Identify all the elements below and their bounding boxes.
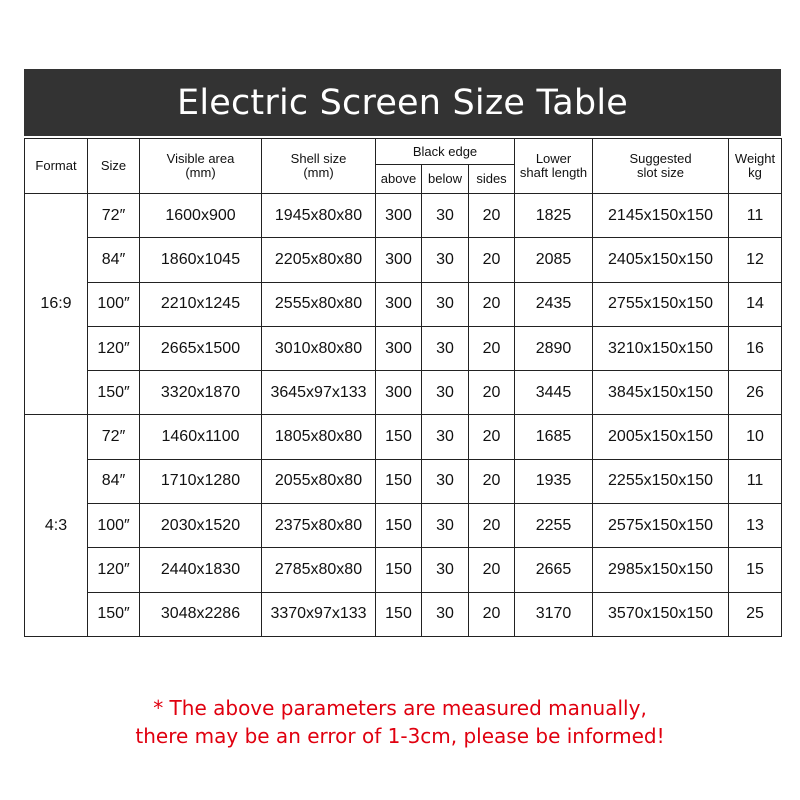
header-format: Format — [25, 139, 88, 194]
visible-area-cell: 2665x1500 — [140, 326, 262, 370]
shell-size-cell: 1945x80x80 — [262, 194, 376, 238]
table-row — [25, 194, 782, 238]
sides-cell: 20 — [469, 504, 515, 548]
table-row — [25, 459, 782, 503]
visible-area-cell: 2440x1830 — [140, 548, 262, 592]
visible-area-cell: 1460x1100 — [140, 415, 262, 459]
header-black-edge: Black edge — [376, 139, 515, 165]
table-row — [25, 504, 782, 548]
header-below: below — [422, 165, 469, 194]
shell-size-cell: 2785x80x80 — [262, 548, 376, 592]
format-cell: 4:3 — [25, 415, 88, 636]
visible-area-cell: 1860x1045 — [140, 238, 262, 282]
visible-area-cell: 2030x1520 — [140, 504, 262, 548]
below-cell: 30 — [422, 326, 469, 370]
below-cell: 30 — [422, 238, 469, 282]
slot-size-cell: 2755x150x150 — [593, 282, 729, 326]
size-cell: 84″ — [88, 238, 140, 282]
table-row — [25, 282, 782, 326]
size-cell: 150″ — [88, 592, 140, 636]
sides-cell: 20 — [469, 326, 515, 370]
weight-cell: 25 — [729, 592, 782, 636]
weight-cell: 16 — [729, 326, 782, 370]
sides-cell: 20 — [469, 415, 515, 459]
header-above: above — [376, 165, 422, 194]
below-cell: 30 — [422, 548, 469, 592]
header-weight — [729, 139, 782, 194]
below-cell: 30 — [422, 415, 469, 459]
format-cell: 16:9 — [25, 194, 88, 415]
slot-size-cell: 2575x150x150 — [593, 504, 729, 548]
above-cell: 150 — [376, 592, 422, 636]
weight-cell: 15 — [729, 548, 782, 592]
sides-cell: 20 — [469, 459, 515, 503]
shell-size-cell: 3370x97x133 — [262, 592, 376, 636]
visible-area-cell: 1600x900 — [140, 194, 262, 238]
sides-cell: 20 — [469, 282, 515, 326]
size-cell: 120″ — [88, 548, 140, 592]
below-cell: 30 — [422, 504, 469, 548]
table-title: Electric Screen Size Table — [177, 82, 628, 123]
note-line-1: * The above parameters are measured manually, — [153, 696, 647, 720]
above-cell: 300 — [376, 282, 422, 326]
shaft-length-cell: 2890 — [515, 326, 593, 370]
header-visible-area-label: Visible area (mm) — [166, 151, 235, 180]
weight-cell: 11 — [729, 459, 782, 503]
table-row — [25, 592, 782, 636]
slot-size-cell: 3210x150x150 — [593, 326, 729, 370]
visible-area-cell: 3048x2286 — [140, 592, 262, 636]
header-suggested-slot-label: Suggested slot size — [629, 151, 692, 180]
above-cell: 150 — [376, 504, 422, 548]
sides-cell: 20 — [469, 592, 515, 636]
shaft-length-cell: 2665 — [515, 548, 593, 592]
header-suggested-slot — [593, 139, 729, 194]
shaft-length-cell: 2255 — [515, 504, 593, 548]
weight-cell: 11 — [729, 194, 782, 238]
visible-area-cell: 2210x1245 — [140, 282, 262, 326]
header-shell-size — [262, 139, 376, 194]
shaft-length-cell: 3445 — [515, 371, 593, 415]
weight-cell: 14 — [729, 282, 782, 326]
slot-size-cell: 2405x150x150 — [593, 238, 729, 282]
sides-cell: 20 — [469, 194, 515, 238]
header-weight-label: Weight kg — [734, 151, 776, 180]
slot-size-cell: 2985x150x150 — [593, 548, 729, 592]
shaft-length-cell: 2435 — [515, 282, 593, 326]
size-cell: 72″ — [88, 194, 140, 238]
table-row — [25, 548, 782, 592]
slot-size-cell: 3570x150x150 — [593, 592, 729, 636]
note-line-2: there may be an error of 1-3cm, please be informed! — [135, 724, 665, 748]
shell-size-cell: 2055x80x80 — [262, 459, 376, 503]
size-cell: 120″ — [88, 326, 140, 370]
size-cell: 72″ — [88, 415, 140, 459]
below-cell: 30 — [422, 194, 469, 238]
above-cell: 150 — [376, 415, 422, 459]
shaft-length-cell: 1685 — [515, 415, 593, 459]
shell-size-cell: 3010x80x80 — [262, 326, 376, 370]
header-visible-area — [140, 139, 262, 194]
shell-size-cell: 2375x80x80 — [262, 504, 376, 548]
size-cell: 100″ — [88, 504, 140, 548]
table-row — [25, 415, 782, 459]
above-cell: 300 — [376, 238, 422, 282]
table-row — [25, 238, 782, 282]
slot-size-cell: 2005x150x150 — [593, 415, 729, 459]
measurement-note — [0, 694, 800, 750]
shaft-length-cell: 1935 — [515, 459, 593, 503]
shell-size-cell: 1805x80x80 — [262, 415, 376, 459]
shell-size-cell: 3645x97x133 — [262, 371, 376, 415]
size-cell: 150″ — [88, 371, 140, 415]
above-cell: 150 — [376, 548, 422, 592]
above-cell: 300 — [376, 194, 422, 238]
shell-size-cell: 2205x80x80 — [262, 238, 376, 282]
header-size: Size — [88, 139, 140, 194]
size-table — [24, 138, 782, 637]
weight-cell: 12 — [729, 238, 782, 282]
visible-area-cell: 1710x1280 — [140, 459, 262, 503]
size-cell: 100″ — [88, 282, 140, 326]
below-cell: 30 — [422, 371, 469, 415]
below-cell: 30 — [422, 282, 469, 326]
shaft-length-cell: 2085 — [515, 238, 593, 282]
slot-size-cell: 3845x150x150 — [593, 371, 729, 415]
header-lower-shaft — [515, 139, 593, 194]
visible-area-cell: 3320x1870 — [140, 371, 262, 415]
header-lower-shaft-label: Lower shaft length — [519, 151, 588, 180]
above-cell: 300 — [376, 326, 422, 370]
sides-cell: 20 — [469, 371, 515, 415]
shaft-length-cell: 3170 — [515, 592, 593, 636]
size-cell: 84″ — [88, 459, 140, 503]
table-row — [25, 326, 782, 370]
header-sides: sides — [469, 165, 515, 194]
table-row — [25, 371, 782, 415]
below-cell: 30 — [422, 459, 469, 503]
header-shell-size-label: Shell size (mm) — [290, 151, 347, 180]
weight-cell: 10 — [729, 415, 782, 459]
slot-size-cell: 2255x150x150 — [593, 459, 729, 503]
table-title-bar — [24, 69, 781, 136]
below-cell: 30 — [422, 592, 469, 636]
slot-size-cell: 2145x150x150 — [593, 194, 729, 238]
above-cell: 300 — [376, 371, 422, 415]
sides-cell: 20 — [469, 238, 515, 282]
sides-cell: 20 — [469, 548, 515, 592]
shell-size-cell: 2555x80x80 — [262, 282, 376, 326]
weight-cell: 13 — [729, 504, 782, 548]
above-cell: 150 — [376, 459, 422, 503]
weight-cell: 26 — [729, 371, 782, 415]
shaft-length-cell: 1825 — [515, 194, 593, 238]
